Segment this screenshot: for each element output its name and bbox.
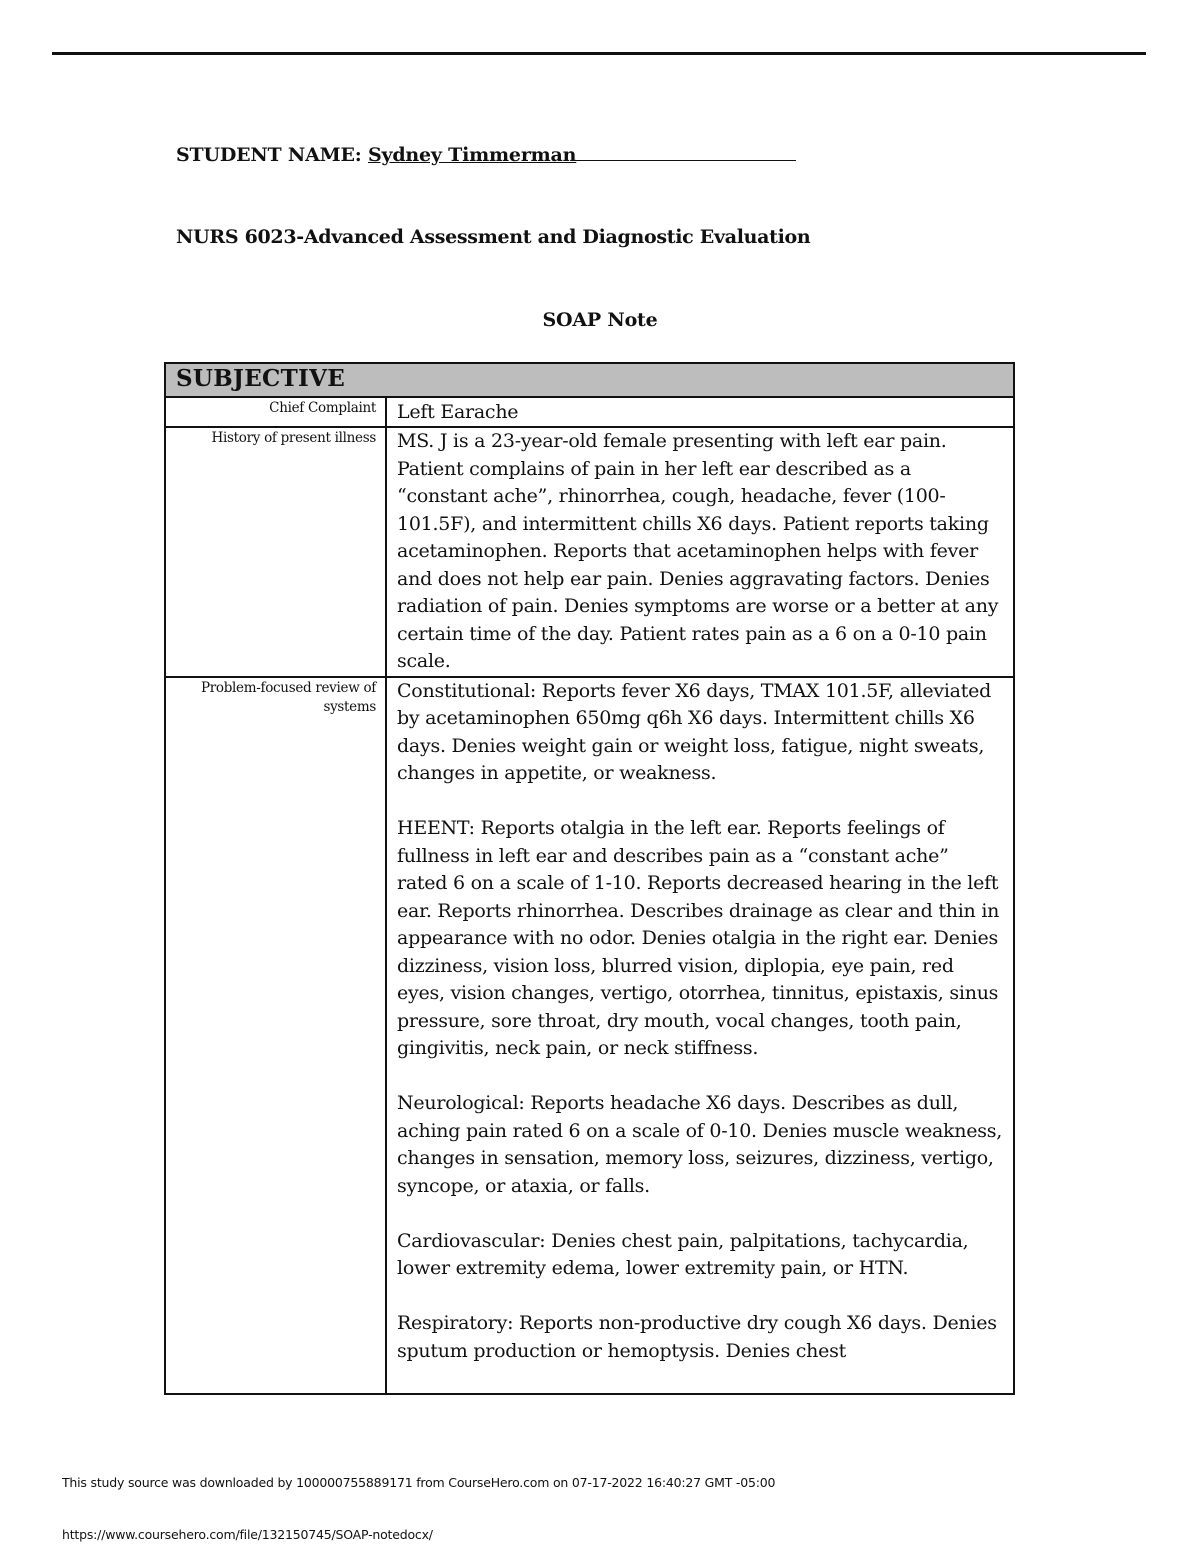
- hpi-row: [165, 427, 1014, 677]
- top-rule: [52, 52, 1146, 55]
- ros-label: Problem-focused review of systems: [165, 677, 386, 1394]
- source-url[interactable]: https://www.coursehero.com/file/132150745/SOAP-notedocx/: [62, 1527, 433, 1542]
- student-name-underline: [574, 144, 796, 161]
- ros-constitutional: Constitutional: Reports fever X6 days, TMAX 101.5F, alleviated by acetaminophen 650mg q6h X6 days. Intermittent chills X6 days. Denies weight gain or weight loss, fatigue, night sweats, changes in appetite, or weakness.: [397, 679, 992, 784]
- ros-cardiovascular: Cardiovascular: Denies chest pain, palpitations, tachycardia, lower extremity edema, lower extremity pain, or HTN.: [397, 1229, 969, 1279]
- chief-complaint-value: Left Earache: [386, 397, 1014, 427]
- ros-content-wrap: [397, 678, 1003, 1390]
- student-name: Sydney Timmerman: [367, 144, 577, 166]
- document-title: SOAP Note: [542, 309, 658, 331]
- ros-content: [386, 677, 1014, 1394]
- ros-respiratory: Respiratory: Reports non-productive dry cough X6 days. Denies sputum production or hemoptysis. Denies chest: [397, 1312, 997, 1362]
- student-name-line: [176, 144, 796, 166]
- subjective-heading: SUBJECTIVE: [165, 363, 1014, 397]
- student-name-label: STUDENT NAME:: [176, 144, 368, 166]
- hpi-label: History of present illness: [165, 427, 386, 677]
- ros-neurological: Neurological: Reports headache X6 days. Describes as dull, aching pain rated 6 on a scale of 0-10. Denies muscle weakness, changes in sensation, memory loss, seizures, dizziness, vertigo, syncope, or ataxia, or falls.: [397, 1092, 1003, 1197]
- course-title: NURS 6023-Advanced Assessment and Diagnostic Evaluation: [176, 226, 811, 248]
- ros-row: [165, 677, 1014, 1394]
- subjective-header-row: [165, 363, 1014, 397]
- chief-complaint-row: [165, 397, 1014, 427]
- download-source-notice: This study source was downloaded by 100000755889171 from CourseHero.com on 07-17-2022 16:40:27 GMT -05:00: [62, 1475, 776, 1490]
- hpi-value: MS. J is a 23-year-old female presenting with left ear pain. Patient complains of pain in her left ear described as a “constant ache”, rhinorrhea, cough, headache, fever (100-101.5F), and intermittent chills X6 days. Patient reports taking acetaminophen. Reports that acetaminophen helps with fever and does not help ear pain. Denies aggravating factors. Denies radiation of pain. Denies symptoms are worse or a better at any certain time of the day. Patient rates pain as a 6 on a 0-10 pain scale.: [386, 427, 1014, 677]
- chief-complaint-label: Chief Complaint: [165, 397, 386, 427]
- ros-heent: HEENT: Reports otalgia in the left ear. Reports feelings of fullness in left ear and describes pain as a “constant ache” rated 6 on a scale of 1-10. Reports decreased hearing in the left ear. Reports rhinorrhea. Describes drainage as clear and thin in appearance with no odor. Denies otalgia in the right ear. Denies dizziness, vision loss, blurred vision, diplopia, eye pain, red eyes, vision changes, vertigo, otorrhea, tinnitus, epistaxis, sinus pressure, sore throat, dry mouth, vocal changes, tooth pain, gingivitis, neck pain, or neck stiffness.: [397, 817, 1000, 1059]
- subjective-table: [164, 362, 1015, 1395]
